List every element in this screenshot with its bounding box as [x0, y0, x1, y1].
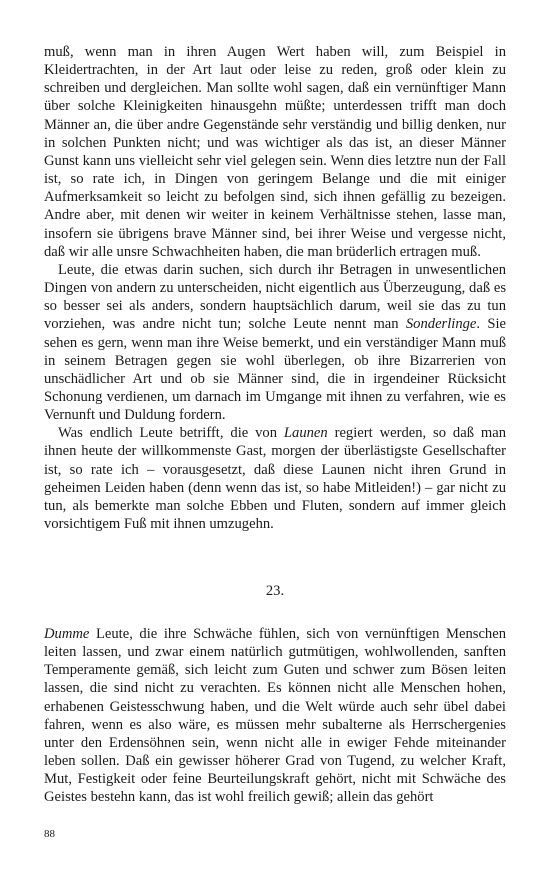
paragraph [44, 424, 506, 533]
page-number: 88 [44, 828, 55, 840]
paragraph [44, 43, 506, 261]
text-block-top [44, 43, 506, 533]
text-segment: Leute, die ihre Schwäche fühlen, sich von vernünftigen Menschen leiten lassen, und zwar einem natürlich gutmütigen, wohlwollenden, sanften Temperamente gemäß, sich leicht zum Guten und schwer zum Bösen leiten lassen, die sind nicht zu verachten. Es können nicht alle Menschen hohen, erhabenen Geistesschwung haben, und die Welt würde auch sehr übel dabei fahren, wenn es also wäre, es müssen mehr subalterne als Herrschergenies unter den Erdensöhnen sein, wenn nicht alle in ewiger Fehde miteinander leben sollen. Daß ein gewisser höherer Grad von Tugend, zu welcher Kraft, Mut, Festigkeit oder feine Beurteilungskraft gehört, nicht mit Schwäche des Geistes bestehn kann, das ist wohl freilich gewiß; allein das gehört [44, 626, 506, 806]
text-segment: regiert werden, so daß man ihnen heute der willkommenste Gast, morgen der überlästigste Gesellschafter ist, so rate ich – vorausgesetzt, daß diese Launen nicht ihren Grund in geheimen Leiden haben (denn wenn das ist, so habe Mitleiden!) – gar nicht zu tun, als bemerkte man solche Ebben und Fluten, sondern auf immer gleich vorsichtigem Fuß mit ihnen umzugehn. [44, 425, 507, 533]
text-segment: muß, wenn man in ihren Augen Wert haben will, zum Beispiel in Kleidertrachten, in der Art laut oder leise zu reden, groß oder klein zu schreiben und dergleichen. Man sollte wohl sagen, daß ein vernünftiger Mann über solche Kleinigkeiten hinausgehn müßte; unterdessen trifft man doch Männer an, die über andre Gegenstände sehr verständig und billig denken, nur in solchen Punkten nicht; und was wichtiger als das ist, an dieser Männer Gunst kann uns vielleicht sehr viel gelegen sein. Wenn dies letztre nun der Fall ist, so rate ich, in Dingen von geringem Belange und die mit einiger Aufmerksamkeit so leicht zu befolgen sind, sich ihnen gefällig zu bezeigen. Andre aber, mit denen wir weiter in keinem Verhältnisse stehen, lasse man, insofern sie übrigens brave Männer sind, bei ihrer Weise und vergesse nicht, daß wir alle unsre Schwachheiten haben, die man brüderlich ertragen muß. [44, 44, 506, 260]
text-segment: Was endlich Leute betrifft, die von [58, 425, 284, 442]
italic-term-launen: Launen [283, 425, 328, 442]
italic-term-sonderlinge: Sonderlinge [405, 316, 477, 333]
section-number: 23. [265, 583, 285, 599]
text-segment: Leute, die etwas darin suchen, sich durch ihr Betragen in unwesentlichen Dingen von andern zu unterscheiden, nicht eigentlich aus Überzeugung, daß es so besser sei als anders, sondern hauptsächlich darum, weil sie das zu tun vorziehen, was andre nicht tun; solche Leute nennt man [44, 261, 506, 333]
text-block-bottom [44, 625, 506, 807]
paragraph [44, 625, 506, 807]
text-segment: . Sie sehen es gern, wenn man ihre Weise bemerkt, und ein verständiger Mann muß in seinem Betragen gegen sie wohl überlegen, ob ihre Bizarrerien von unschädlicher Art und ob sie Männer sind, die in irgendeiner Rücksicht Schonung verdienen, um darnach im Umgange mit ihnen zu verfahren, wie es Vernunft und Duldung fordern. [44, 316, 506, 424]
paragraph [44, 261, 506, 424]
italic-term-dumme: Dumme [44, 626, 90, 642]
